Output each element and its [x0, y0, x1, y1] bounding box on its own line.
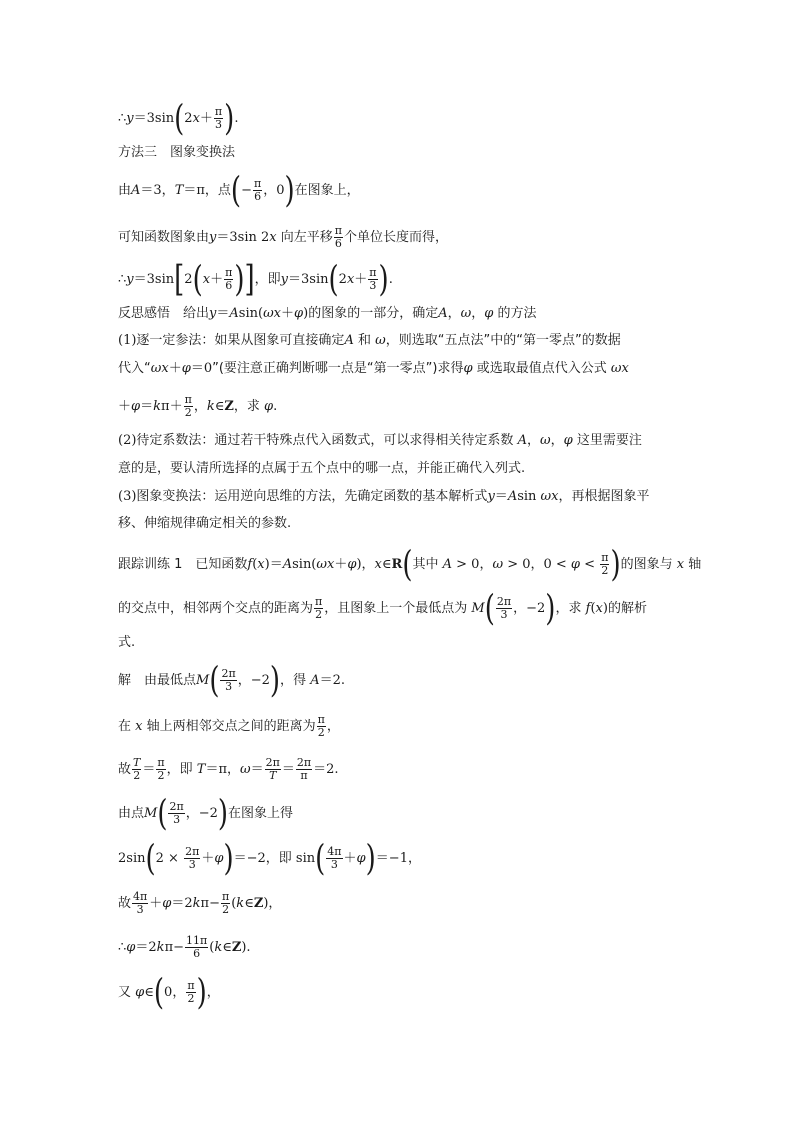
solution-line: ∴φ＝2kπ− $\frac{11\pi}{6}$ (k∈Z).: [118, 934, 251, 960]
solution-line: 解 由最低点M( $\frac{2\pi}{3}$ ，−2)，得 A＝2.: [118, 660, 346, 701]
method-item-1-end: ＋φ＝kπ＋ $\frac{\pi}{2}$ ，k∈Z，求 φ.: [118, 393, 278, 419]
exercise-statement-cont: 的交点中，相邻两个交点的距离为 $\frac{\pi}{2}$ ，且图象上一个最低点为 M( $\frac{2\pi}{3}$ ，−2)，求 f(x)的解析: [118, 588, 647, 629]
method-item-2-cont: 意的是，要认清所选择的点属于五个点中的哪一点，并能正确代入列式.: [118, 461, 526, 476]
solution-line: 故 $\frac{4\pi}{3}$ ＋φ＝2kπ− $\frac{\pi}{2}$ (k∈Z)，: [118, 890, 282, 916]
formula-line: 由A＝3，T＝π，点(− $\frac{\pi}{6}$ ，0)在图象上，: [118, 170, 360, 211]
formula-line: ∴y＝3sin[2(x＋ $\frac{\pi}{6}$ )]，即y＝3sin(2x＋ $\frac{\pi}{3}$ ).: [118, 259, 393, 300]
solution-line: 在 x 轴上两相邻交点之间的距离为 $\frac{\pi}{2}$ ，: [118, 713, 340, 739]
method-item-3: (3)图象变换法：运用逆向思维的方法，先确定函数的基本解析式y＝Asin ωx，再根据图象平: [118, 489, 650, 504]
formula-line: 可知函数图象由y＝3sin 2x 向左平移 $\frac{\pi}{6}$ 个单位长度而得，: [118, 224, 449, 250]
method-item-1-cont: 代入“ωx＋φ＝0”(要注意正确判断哪一点是“第一零点”)求得φ 或选取最值点代入公式 ωx: [118, 361, 629, 376]
method-item-3-cont: 移、伸缩规律确定相关的参数.: [118, 516, 292, 531]
solution-line: 2sin(2 × $\frac{2\pi}{3}$ ＋φ)＝−2，即 sin( $\frac{4\pi}{3}$ ＋φ)＝−1，: [118, 838, 421, 879]
exercise-statement-end: 式.: [118, 635, 136, 650]
solution-line: 由点M( $\frac{2\pi}{3}$ ，−2)在图象上得: [118, 793, 294, 834]
method-item-2: (2)待定系数法：通过若干特殊点代入函数式，可以求得相关待定系数 A，ω，φ 这里需要注: [118, 433, 642, 448]
solution-line: 故 $\frac{T}{2}$ ＝ $\frac{\pi}{2}$ ，即 T＝π，ω＝ $\frac{2\pi}{T}$ ＝ $\frac{2\pi}{\pi}$ ＝2.: [118, 756, 339, 782]
exercise-statement: 跟踪训练 1 已知函数f(x)＝Asin(ωx＋φ)，x∈R(其中 A > 0，ω > 0，0 < φ < $\frac{\pi}{2}$ )的图象与 x 轴: [118, 544, 702, 585]
formula-line: ∴y＝3sin(2x＋ $\frac{\pi}{3}$ ).: [118, 98, 239, 139]
method-heading: 方法三 图象变换法: [118, 145, 236, 160]
method-item-1: (1)逐一定参法：如果从图象可直接确定A 和 ω，则选取“五点法”中的“第一零点”的数据: [118, 333, 621, 348]
reflection-heading: 反思感悟 给出y＝Asin(ωx＋φ)的图象的一部分，确定A，ω，φ 的方法: [118, 306, 537, 321]
solution-line: 又 φ∈(0， $\frac{\pi}{2}$ )，: [118, 972, 220, 1013]
